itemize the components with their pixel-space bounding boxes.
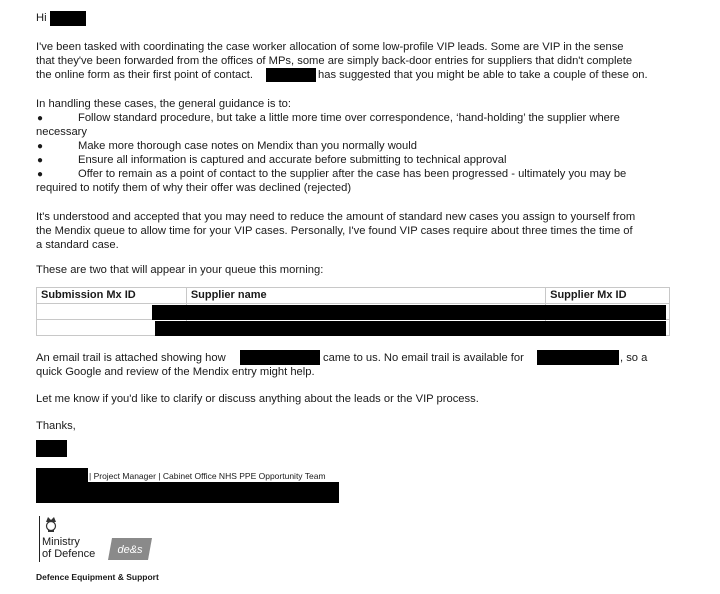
guidance-bullet-1b: necessary — [36, 126, 87, 138]
table-header-row — [37, 288, 670, 304]
logo-of-defence: of Defence — [42, 548, 96, 560]
guidance-bullet-4a: Offer to remain as a point of contact to the supplier after the case has been progressed - ultimately you may be — [78, 168, 627, 180]
intro-line-2: that they've been forwarded from the offices of MPs, some are simply back-door entries for suppliers that didn't complete — [36, 55, 633, 67]
logo-divider — [39, 516, 40, 562]
deas-logo-icon — [106, 536, 156, 562]
guidance-lead: In handling these cases, the general guidance is to: — [36, 98, 292, 110]
guidance-bullet-4b: required to notify them of why their offer was declined (rejected) — [36, 182, 352, 194]
trail-line-2: quick Google and review of the Mendix entry might help. — [36, 366, 315, 378]
bullet-icon: ● — [37, 155, 44, 166]
column-header-supplier-name: Supplier name — [186, 288, 545, 304]
redacted-signature — [36, 440, 67, 457]
trail-line-1c: , so a — [620, 352, 648, 364]
redacted-supplier — [240, 350, 320, 365]
redacted-contact-block — [36, 482, 339, 503]
bullet-icon: ● — [37, 169, 44, 180]
logo-tagline: Defence Equipment & Support — [36, 572, 159, 582]
workload-line-2: the Mendix queue to allow time for your VIP cases. Personally, I've found VIP cases require about three times the time of — [36, 225, 633, 237]
intro-line-3a: the online form as their first point of contact. — [36, 69, 254, 81]
redacted-row — [152, 305, 666, 320]
logo-ministry: Ministry — [42, 536, 80, 548]
guidance-bullet-2: Make more thorough case notes on Mendix than you normally would — [78, 140, 417, 152]
clarify-line: Let me know if you'd like to clarify or discuss anything about the leads or the VIP process. — [36, 393, 479, 405]
redacted-name — [50, 11, 86, 26]
workload-line-1: It's understood and accepted that you may need to reduce the amount of standard new cases you assign to yourself from — [36, 211, 636, 223]
queue-intro: These are two that will appear in your queue this morning: — [36, 264, 324, 276]
signature-role: | Project Manager | Cabinet Office NHS PPE Opportunity Team — [89, 471, 326, 481]
deas-logo-text: de&s — [117, 544, 143, 556]
redacted-name — [266, 68, 316, 82]
intro-line-1: I've been tasked with coordinating the case worker allocation of some low-profile VIP leads. Some are VIP in the sense — [36, 41, 624, 53]
trail-line-1b: came to us. No email trail is available for — [323, 352, 524, 364]
redacted-supplier — [537, 350, 619, 365]
intro-line-3b: has suggested that you might be able to take a couple of these on. — [318, 69, 648, 81]
greeting: Hi — [36, 12, 47, 24]
bullet-icon: ● — [37, 113, 44, 124]
guidance-bullet-1a: Follow standard procedure, but take a little more time over correspondence, ‘hand-holding’ the supplier where — [78, 112, 620, 124]
bullet-icon: ● — [37, 141, 44, 152]
column-header-supplier-id: Supplier Mx ID — [546, 288, 670, 304]
signoff: Thanks, — [36, 420, 76, 432]
crown-crest-icon — [44, 514, 58, 532]
column-header-submission-id: Submission Mx ID — [37, 288, 187, 304]
workload-line-3: a standard case. — [36, 239, 119, 251]
trail-line-1a: An email trail is attached showing how — [36, 352, 226, 364]
redacted-row — [155, 321, 666, 336]
guidance-bullet-3: Ensure all information is captured and accurate before submitting to technical approval — [78, 154, 507, 166]
